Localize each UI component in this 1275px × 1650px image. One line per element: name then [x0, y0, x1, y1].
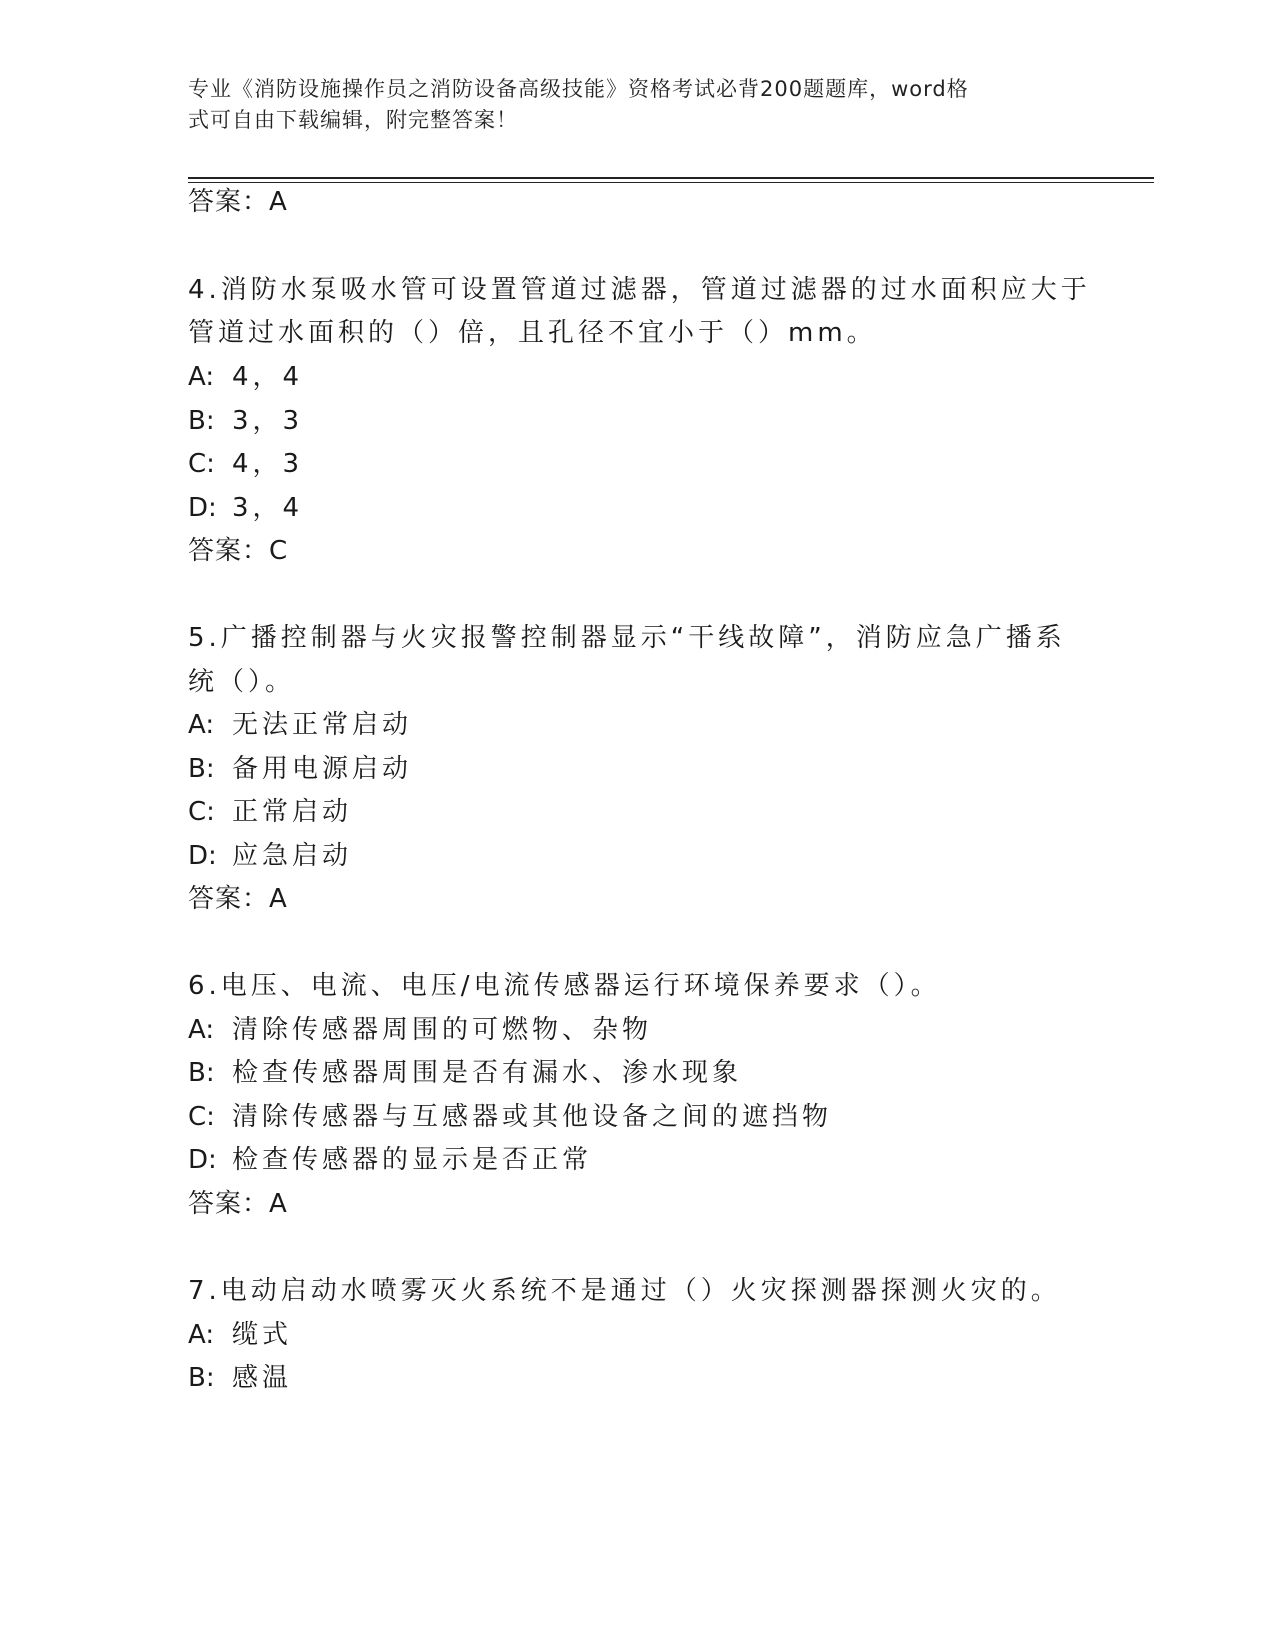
option-key: A:: [188, 362, 215, 392]
option-text: 清除传感器周围的可燃物、杂物: [232, 1015, 653, 1045]
question-4-option-c: [188, 446, 303, 482]
question-4-option-d: [188, 490, 303, 526]
question-7-option-a: [188, 1317, 292, 1353]
option-key: C:: [188, 449, 215, 479]
option-key: A:: [188, 1015, 215, 1045]
question-6-answer: 答案：A: [188, 1189, 288, 1219]
option-text: 无法正常启动: [232, 710, 413, 740]
option-text: 3，4: [232, 493, 304, 523]
option-key: C:: [188, 1102, 215, 1132]
header-line-1: 专业《消防设施操作员之消防设备高级技能》资格考试必背200题题库，word格: [188, 77, 969, 101]
option-key: D:: [188, 493, 217, 523]
question-6-option-d: [188, 1142, 592, 1178]
header-divider-thin: [188, 182, 1154, 183]
question-6-stem-line-1: 6.电压、电流、电压/电流传感器运行环境保养要求（）。: [188, 971, 941, 1001]
question-4-option-a: [188, 359, 303, 395]
answer-line: 答案：A: [188, 187, 288, 217]
question-7-stem-line-1: 7.电动启动水喷雾灭火系统不是通过（）火灾探测器探测火灾的。: [188, 1276, 1061, 1306]
option-text: 清除传感器与互感器或其他设备之间的遮挡物: [232, 1102, 833, 1132]
header-line-2: 式可自由下载编辑，附完整答案！: [188, 108, 518, 132]
question-4-stem-line-1: 4.消防水泵吸水管可设置管道过滤器，管道过滤器的过水面积应大于: [188, 275, 1091, 305]
question-7-option-b: [188, 1360, 292, 1396]
question-5-option-a: [188, 707, 412, 743]
question-4-stem-line-2: 管道过水面积的（）倍，且孔径不宜小于（）mm。: [188, 318, 877, 348]
question-6-option-a: [188, 1012, 652, 1048]
option-text: 缆式: [232, 1320, 293, 1350]
question-5-option-b: [188, 751, 412, 787]
option-text: 正常启动: [232, 797, 353, 827]
option-key: B:: [188, 1363, 215, 1393]
question-6-option-c: [188, 1099, 832, 1135]
document-header: [188, 74, 1068, 136]
option-key: C:: [188, 797, 215, 827]
option-key: B:: [188, 406, 215, 436]
question-4-option-b: [188, 403, 303, 439]
option-text: 3，3: [232, 406, 304, 436]
option-text: 检查传感器周围是否有漏水、渗水现象: [232, 1058, 743, 1088]
option-text: 4，4: [232, 362, 304, 392]
question-5-option-c: [188, 794, 352, 830]
option-text: 备用电源启动: [232, 754, 413, 784]
question-5-stem-line-2: 统（）。: [188, 667, 296, 697]
question-4-answer: 答案：C: [188, 536, 289, 566]
option-key: D:: [188, 841, 217, 871]
option-key: D:: [188, 1145, 217, 1175]
header-divider-thick: [188, 177, 1154, 179]
question-5-option-d: [188, 838, 352, 874]
option-key: B:: [188, 1058, 215, 1088]
option-text: 应急启动: [232, 841, 353, 871]
option-text: 感温: [232, 1363, 293, 1393]
option-text: 检查传感器的显示是否正常: [232, 1145, 593, 1175]
option-key: A:: [188, 1320, 215, 1350]
option-key: A:: [188, 710, 215, 740]
option-text: 4，3: [232, 449, 304, 479]
question-5-answer: 答案：A: [188, 884, 288, 914]
question-5-stem-line-1: 5.广播控制器与火灾报警控制器显示“干线故障”，消防应急广播系: [188, 623, 1066, 653]
question-6-option-b: [188, 1055, 742, 1091]
option-key: B:: [188, 754, 215, 784]
